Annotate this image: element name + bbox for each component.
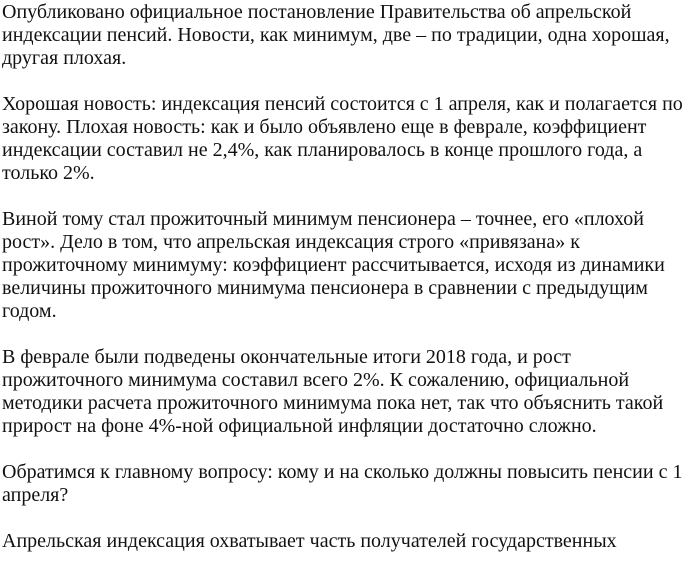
paragraph-intro: Опубликовано официальное постановление Правительства об апрельской индексации пенсий. Новости, как минимум, две – по традиции, одна хорошая, другая плохая. xyxy=(2,1,670,69)
paragraph-february-results: В феврале были подведены окончательные итоги 2018 года, и рост прожиточного минимума составил всего 2%. К сожалению, официальной методики расчета прожиточного минимума пока нет, так что объяснить такой прирост на фоне 4%-ной официальной инфляции достаточно сложно. xyxy=(2,346,664,437)
paragraph-good-bad-news: Хорошая новость: индексация пенсий состоится с 1 апреля, как и полагается по закону. Плохая новость: как и было объявлено еще в феврале, коэффициент индексации составил не 2,4%, как планировалось в конце прошлого года, а только 2%. xyxy=(2,93,683,184)
paragraph-april-indexation: Апрельская индексация охватывает часть получателей государственных xyxy=(2,530,617,552)
paragraph-reason: Виной тому стал прожиточный минимум пенсионера – точнее, его «плохой рост». Дело в том, что апрельская индексация строго «привязана» к прожиточному минимуму: коэффициент рассчитывается, исходя из динамики величины прожиточного минимума пенсионера в сравнении с предыдущим годом. xyxy=(2,208,665,322)
paragraph-main-question: Обратимся к главному вопросу: кому и на сколько должны повысить пенсии с 1 апреля? xyxy=(2,461,683,506)
